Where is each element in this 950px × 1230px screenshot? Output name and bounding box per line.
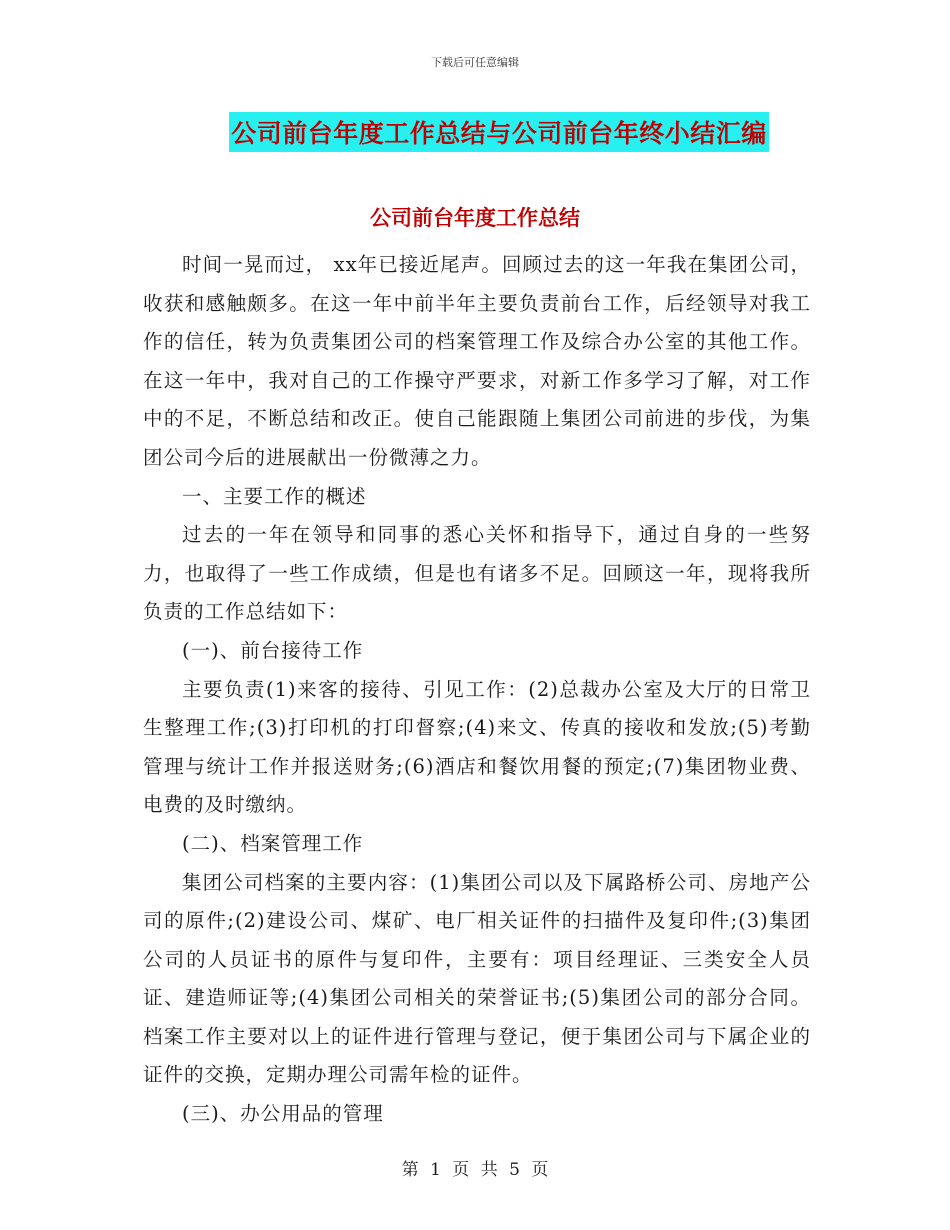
section-title: 公司前台年度工作总结: [370, 206, 580, 230]
document-title: 公司前台年度工作总结与公司前台年终小结汇编: [229, 112, 769, 152]
heading-main-work-overview: 一、主要工作的概述: [182, 484, 367, 508]
paragraph-intro: 时间一晃而过， xx年已接近尾声。回顾过去的这一年我在集团公司，收获和感触颇多。在这一年中前半年主要负责前台工作，后经领导对我工作的信任，转为负责集团公司的档案管理工作及综合办公室的其他工作。在这一年中，我对自己的工作操守严要求，对新工作多学习了解，对工作中的不足，不断总结和改正。使自己能跟随上集团公司前进的步伐，为集团公司今后的进展献出一份微薄之力。: [143, 253, 811, 469]
page-number: 第 1 页 共 5 页: [401, 1160, 549, 1180]
header-note: 下载后可任意编辑: [431, 56, 519, 69]
paragraph-archives: 集团公司档案的主要内容：(1)集团公司以及下属路桥公司、房地产公司的原件;(2)建设公司、煤矿、电厂相关证件的扫描件及复印件;(3)集团公司的人员证书的原件与复印件，主要有：项目经理证、三类安全人员证、建造师证等;(4)集团公司相关的荣誉证书;(5)集团公司的部分合同。档案工作主要对以上的证件进行管理与登记，便于集团公司与下属企业的证件的交换，定期办理公司需年检的证件。: [143, 870, 811, 1087]
paragraph-front-desk: 主要负责(1)来客的接待、引见工作：(2)总裁办公室及大厅的日常卫生整理工作;(3)打印机的打印督察;(4)来文、传真的接收和发放;(5)考勤管理与统计工作并报送财务;(6)酒店和餐饮用餐的预定;(7)集团物业费、电费的及时缴纳。: [143, 677, 811, 817]
paragraph-overview: 过去的一年在领导和同事的悉心关怀和指导下，通过自身的一些努力，也取得了一些工作成绩，但是也有诸多不足。回顾这一年，现将我所负责的工作总结如下：: [143, 523, 811, 624]
document-title-wrapper: [0, 112, 950, 152]
heading-front-desk: (一)、前台接待工作: [182, 638, 364, 662]
heading-archives: (二)、档案管理工作: [182, 831, 364, 855]
heading-office-supplies: (三)、办公用品的管理: [182, 1102, 384, 1126]
document-body: [143, 246, 811, 1134]
